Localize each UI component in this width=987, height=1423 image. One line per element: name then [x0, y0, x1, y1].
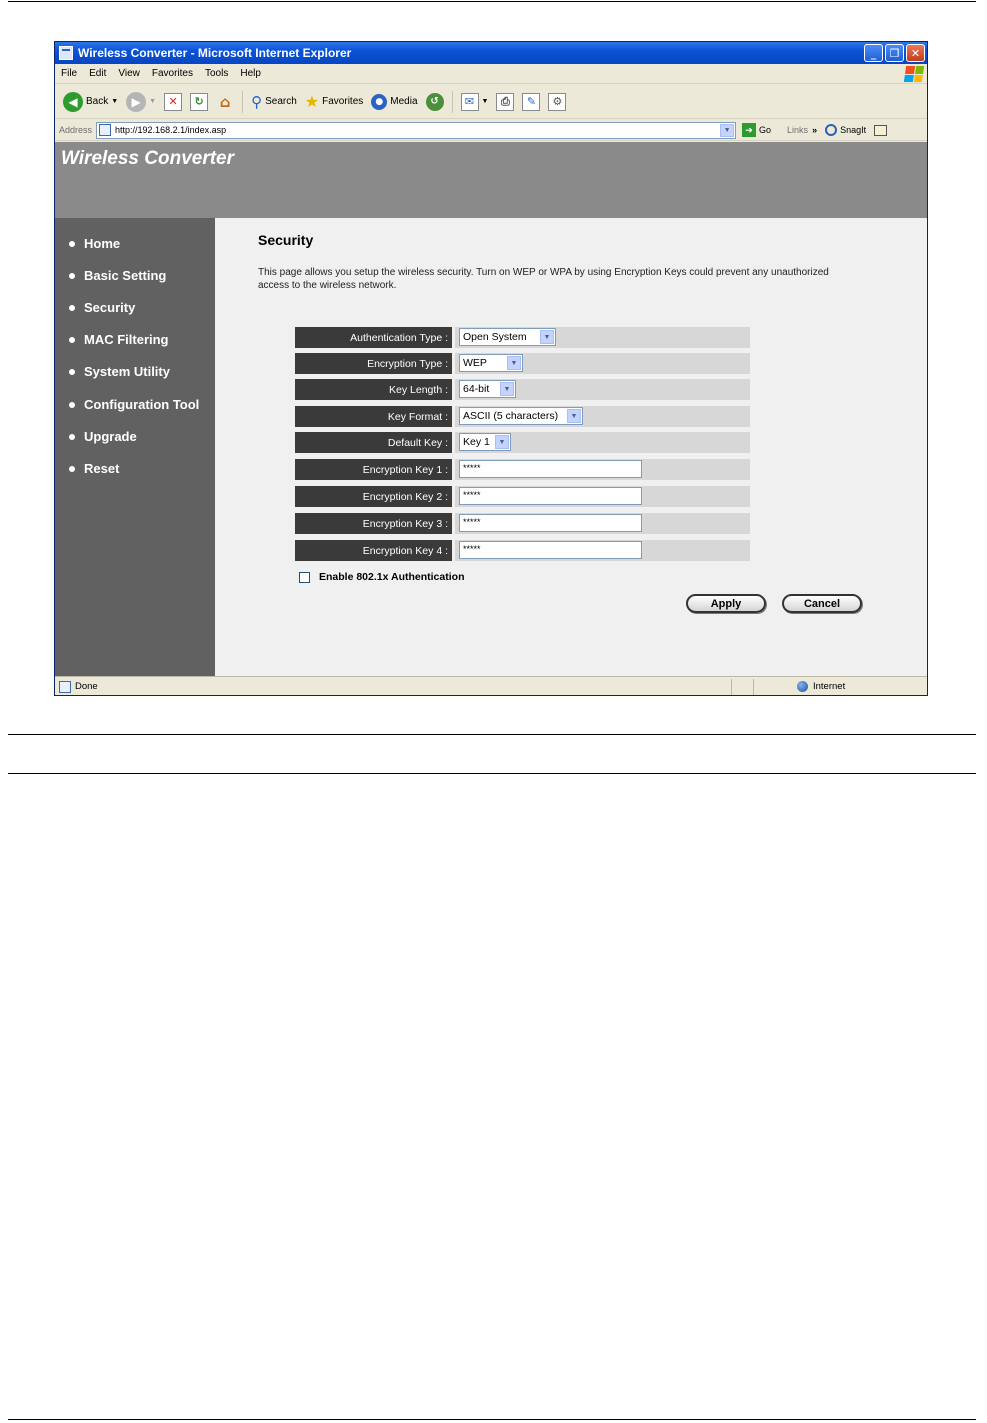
menu-tools[interactable]: Tools [204, 68, 229, 79]
bullet-icon [69, 337, 75, 343]
key-format-cell [455, 406, 750, 427]
windows-logo-icon [904, 66, 924, 82]
status-cell [753, 679, 775, 695]
restore-icon[interactable]: ❐ [885, 44, 904, 62]
home-button[interactable] [216, 93, 234, 111]
snagit-label: SnagIt [840, 125, 867, 135]
enable-8021x-label: Enable 802.1x Authentication [319, 571, 465, 583]
default-key-row [295, 432, 750, 453]
sidebar-item-label: Configuration Tool [84, 397, 200, 412]
sidebar-item-upgrade[interactable] [69, 429, 137, 444]
snagit-tool-icon[interactable] [874, 125, 887, 136]
go-button[interactable] [742, 123, 771, 137]
default-key-label: Default Key : [295, 432, 452, 453]
address-label: Address [59, 125, 93, 135]
zone-label: Internet [813, 681, 846, 692]
go-arrow-icon: ➜ [742, 123, 756, 137]
chevron-down-icon: ▼ [149, 98, 157, 105]
messenger-icon: ⚙ [548, 93, 566, 111]
bullet-icon [69, 241, 75, 247]
encryption-key-1-label: Encryption Key 1 : [295, 459, 452, 480]
default-key-cell [455, 432, 750, 453]
bullet-icon [69, 369, 75, 375]
encryption-key-1-input[interactable]: ***** [459, 460, 642, 478]
refresh-button[interactable] [190, 93, 208, 111]
main-panel [215, 218, 927, 676]
refresh-icon: ↻ [190, 93, 208, 111]
history-button[interactable] [426, 93, 444, 111]
page-bottom-rule [8, 1419, 976, 1420]
media-label: Media [390, 96, 418, 107]
toolbar-separator [452, 91, 453, 113]
back-label: Back [86, 96, 109, 107]
sidebar-item-label: Upgrade [84, 429, 137, 444]
window-controls [864, 44, 925, 62]
auth-type-cell [455, 327, 750, 348]
go-label: Go [759, 125, 772, 135]
status-text: Done [75, 681, 98, 692]
enc-type-label: Encryption Type : [295, 353, 452, 374]
encryption-key-2-cell [455, 486, 750, 507]
page-icon [99, 124, 111, 136]
star-icon: ★ [304, 93, 320, 111]
sidebar [55, 218, 215, 676]
browser-window [54, 41, 928, 696]
menu-file[interactable]: File [61, 68, 78, 79]
chevron-right-icon[interactable]: » [812, 125, 818, 135]
chevron-down-icon[interactable]: ▼ [720, 124, 734, 137]
address-bar [55, 120, 927, 141]
browser-toolbar [55, 85, 927, 119]
stop-icon: ✕ [164, 93, 182, 111]
snagit-button[interactable] [825, 124, 866, 136]
menu-view[interactable]: View [118, 68, 140, 79]
toolbar-separator [242, 91, 243, 113]
favorites-label: Favorites [322, 96, 364, 107]
key-length-label: Key Length : [295, 379, 452, 400]
encryption-key-3-label: Encryption Key 3 : [295, 513, 452, 534]
cancel-button[interactable]: Cancel [782, 594, 862, 613]
snagit-icon [825, 124, 837, 136]
key-length-select[interactable] [459, 380, 516, 398]
separator-rule [8, 734, 976, 735]
sidebar-item-reset[interactable] [69, 461, 119, 476]
enc-type-cell [455, 353, 750, 374]
mail-icon: ✉ [461, 93, 479, 111]
sidebar-item-label: Reset [84, 461, 120, 476]
page-title: Security [258, 232, 314, 248]
encryption-key-1-cell [455, 459, 750, 480]
sidebar-item-system-utility[interactable] [69, 364, 170, 379]
print-icon: ⎙ [496, 93, 514, 111]
chevron-down-icon: ▼ [540, 330, 554, 344]
page-top-rule [8, 1, 976, 2]
edit-icon: ✎ [522, 93, 540, 111]
key-length-value: 64-bit [463, 383, 490, 395]
links-label[interactable]: Links [787, 125, 809, 135]
edit-button[interactable] [522, 93, 540, 111]
auth-type-value: Open System [463, 331, 527, 343]
header-banner [55, 142, 927, 218]
separator-rule [8, 773, 976, 774]
security-zone [775, 681, 845, 692]
sidebar-item-basic-setting[interactable] [69, 268, 166, 283]
default-key-select[interactable] [459, 433, 511, 451]
default-key-value: Key 1 [463, 436, 490, 448]
mail-button[interactable] [461, 93, 489, 111]
back-arrow-icon: ◀ [63, 92, 83, 112]
page-content [55, 142, 927, 676]
status-bar [55, 676, 927, 696]
chevron-down-icon: ▼ [495, 435, 509, 449]
chevron-down-icon: ▼ [481, 98, 489, 105]
key-length-cell [455, 379, 750, 400]
favorites-button[interactable] [305, 92, 363, 112]
enc-type-row [295, 353, 750, 374]
encryption-key-1-row [295, 459, 750, 480]
encryption-key-2-input[interactable]: ***** [459, 487, 642, 505]
key-format-select[interactable] [459, 407, 583, 425]
window-titlebar[interactable] [55, 42, 927, 64]
enable-8021x-row [299, 571, 464, 583]
enable-8021x-checkbox[interactable] [299, 572, 310, 583]
ie-window-icon [59, 46, 73, 60]
key-format-value: ASCII (5 characters) [463, 410, 559, 422]
sidebar-item-home[interactable] [69, 236, 120, 251]
encryption-key-4-label: Encryption Key 4 : [295, 540, 452, 561]
key-length-row [295, 379, 750, 400]
search-label: Search [265, 96, 297, 107]
bullet-icon [69, 273, 75, 279]
apply-button[interactable]: Apply [686, 594, 766, 613]
print-button[interactable] [496, 93, 514, 111]
menu-favorites[interactable]: Favorites [151, 68, 193, 79]
stop-button[interactable] [164, 93, 182, 111]
enc-type-select[interactable] [459, 354, 523, 372]
menu-edit[interactable]: Edit [89, 68, 107, 79]
status-left [55, 681, 731, 693]
address-url: http://192.168.2.1/index.asp [115, 125, 227, 135]
encryption-key-4-row [295, 540, 750, 561]
sidebar-item-label: Security [84, 300, 136, 315]
minimize-icon[interactable]: _ [864, 44, 883, 62]
home-icon: ⌂ [219, 92, 231, 111]
sidebar-item-security[interactable] [69, 300, 135, 315]
sidebar-item-label: System Utility [84, 364, 170, 379]
media-icon: ● [371, 94, 387, 110]
menu-bar [55, 64, 927, 84]
sidebar-item-label: Basic Setting [84, 268, 167, 283]
encryption-key-3-cell [455, 513, 750, 534]
sidebar-item-mac-filtering[interactable] [69, 332, 169, 347]
encryption-key-3-row [295, 513, 750, 534]
page-done-icon [59, 681, 71, 693]
search-button[interactable] [251, 93, 297, 111]
bullet-icon [69, 305, 75, 311]
encryption-key-4-input[interactable]: ***** [459, 541, 642, 559]
sidebar-item-configuration-tool[interactable] [69, 397, 199, 412]
chevron-down-icon: ▼ [500, 382, 514, 396]
window-title: Wireless Converter - Microsoft Internet Explorer [78, 46, 352, 60]
auth-type-select[interactable] [459, 328, 556, 346]
encryption-key-2-row [295, 486, 750, 507]
chevron-down-icon: ▼ [111, 98, 119, 105]
menu-help[interactable]: Help [240, 68, 261, 79]
chevron-down-icon: ▼ [567, 409, 581, 423]
encryption-key-2-label: Encryption Key 2 : [295, 486, 452, 507]
key-format-row [295, 406, 750, 427]
bullet-icon [69, 402, 75, 408]
globe-icon [797, 681, 808, 692]
back-button[interactable] [63, 92, 118, 112]
messenger-button[interactable] [548, 93, 566, 111]
search-icon: ⚲ [251, 93, 263, 111]
bullet-icon [69, 434, 75, 440]
key-format-label: Key Format : [295, 406, 452, 427]
encryption-key-4-cell [455, 540, 750, 561]
address-input[interactable] [96, 122, 736, 139]
banner-title: Wireless Converter [61, 148, 235, 169]
encryption-key-3-input[interactable]: ***** [459, 514, 642, 532]
sidebar-item-label: MAC Filtering [84, 332, 169, 347]
status-cell [731, 679, 753, 695]
media-button[interactable] [371, 94, 417, 110]
history-icon: ↺ [426, 93, 444, 111]
forward-button[interactable] [126, 92, 156, 112]
forward-arrow-icon: ▶ [126, 92, 146, 112]
sidebar-item-label: Home [84, 236, 121, 251]
bullet-icon [69, 466, 75, 472]
enc-type-value: WEP [463, 357, 487, 369]
page-description: This page allows you setup the wireless security. Turn on WEP or WPA by using Encryption Keys could prevent any unauthorized access to the wireless network. [258, 267, 829, 291]
chevron-down-icon: ▼ [507, 356, 521, 370]
close-icon[interactable]: ✕ [906, 44, 925, 62]
auth-type-row [295, 327, 750, 348]
auth-type-label: Authentication Type : [295, 327, 452, 348]
